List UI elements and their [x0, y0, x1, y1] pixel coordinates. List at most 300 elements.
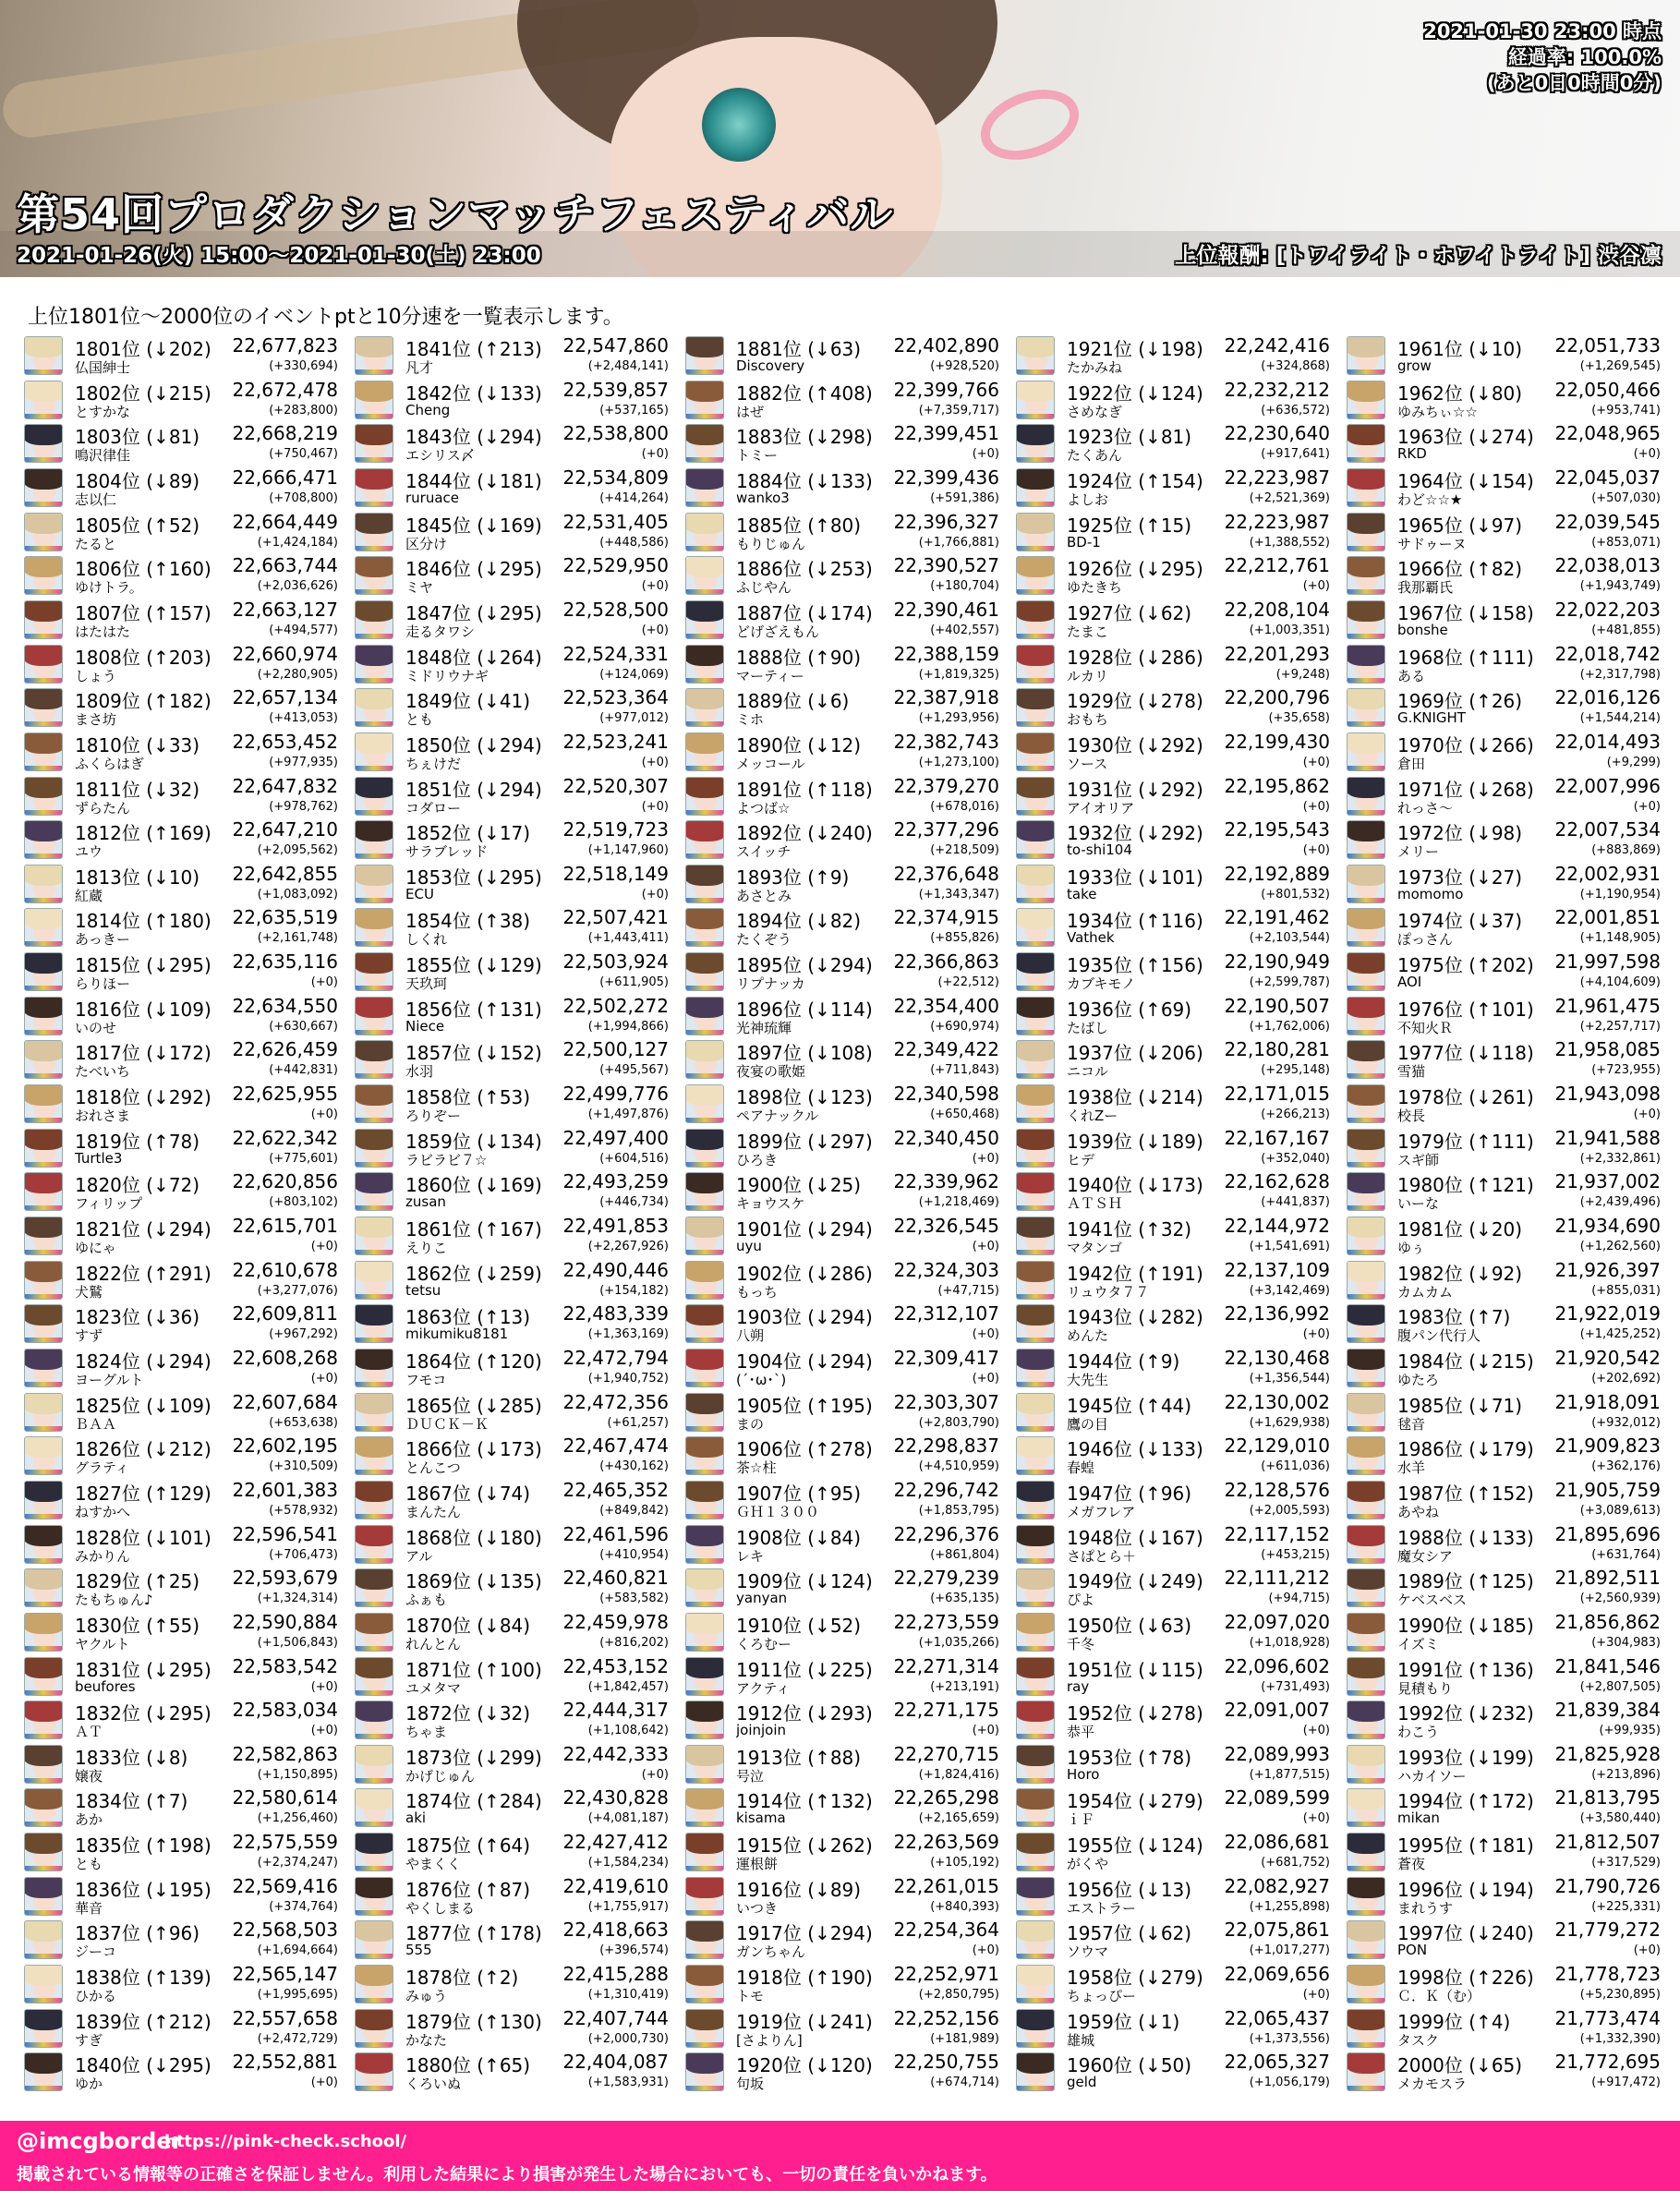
producer-name: とすかな — [75, 403, 131, 420]
producer-name: ヤクルト — [75, 1635, 130, 1652]
ranking-row — [1016, 1874, 1330, 1919]
producer-name: カブキモノ — [1067, 975, 1136, 993]
event-points: 22,399,436 — [893, 466, 999, 489]
rank-change: 1882位 (↑408) — [736, 381, 873, 405]
idol-avatar — [685, 1788, 724, 1827]
event-points: 22,191,462 — [1224, 906, 1330, 929]
producer-name: たると — [75, 535, 117, 552]
rank-change: 1996位 (↓194) — [1397, 1878, 1534, 1901]
event-points: 22,232,212 — [1224, 378, 1330, 401]
ten-minute-speed: (+803,102) — [269, 1195, 338, 1210]
producer-name: ぽっさん — [1397, 931, 1454, 949]
producer-name: よつば☆ — [736, 799, 791, 817]
event-points: 22,500,127 — [562, 1038, 669, 1061]
ten-minute-speed: (+414,264) — [599, 490, 669, 505]
ranking-row — [355, 1258, 669, 1302]
ten-minute-speed: (+0) — [972, 1240, 999, 1253]
ten-minute-speed: (+0) — [972, 1724, 999, 1738]
ranking-row — [1347, 1610, 1661, 1654]
ranking-row — [24, 1830, 338, 1874]
ranking-row — [1347, 905, 1661, 950]
rank-change: 1815位 (↓295) — [75, 954, 212, 977]
ranking-row — [1347, 994, 1661, 1038]
ranking-row — [1016, 774, 1330, 818]
idol-avatar — [355, 1833, 393, 1871]
ranking-row — [685, 1169, 999, 1214]
ten-minute-speed: (+2,439,496) — [1579, 1195, 1661, 1210]
idol-avatar — [24, 1217, 63, 1255]
ten-minute-speed: (+2,807,505) — [1579, 1679, 1661, 1694]
rank-change: 1901位 (↓294) — [736, 1218, 873, 1241]
ranking-row — [685, 774, 999, 818]
event-points: 22,016,126 — [1554, 686, 1661, 709]
ten-minute-speed: (+180,704) — [930, 579, 999, 594]
producer-name: いのせ — [75, 1019, 117, 1036]
producer-name: ゆたきち — [1067, 579, 1123, 597]
ranking-row — [24, 1301, 338, 1346]
rank-change: 1943位 (↓282) — [1067, 1306, 1203, 1329]
producer-name: いーな — [1397, 1195, 1440, 1213]
rank-change: 1874位 (↑284) — [405, 1790, 542, 1813]
producer-name: zusan — [405, 1193, 446, 1211]
rank-change: 1937位 (↓206) — [1067, 1042, 1203, 1065]
producer-name: イズミ — [1397, 1635, 1439, 1652]
idol-avatar — [1016, 645, 1055, 684]
ten-minute-speed: (+1,425,252) — [1579, 1327, 1661, 1342]
ranking-row — [685, 817, 999, 862]
event-points: 22,339,962 — [893, 1170, 999, 1193]
ranking-row — [24, 1169, 338, 1214]
rank-change: 1948位 (↓167) — [1067, 1526, 1203, 1549]
ten-minute-speed: (+1,842,457) — [587, 1679, 669, 1694]
ranking-row — [685, 862, 999, 906]
event-points: 22,622,342 — [232, 1126, 338, 1149]
producer-name: 華音 — [75, 1899, 103, 1917]
event-points: 21,937,002 — [1554, 1170, 1661, 1193]
idol-avatar — [1347, 1701, 1385, 1739]
ranking-row — [355, 1962, 669, 2006]
ranking-row — [1347, 1258, 1661, 1302]
idol-avatar — [24, 468, 63, 507]
rank-change: 1942位 (↑191) — [1067, 1262, 1203, 1285]
event-points: 22,190,949 — [1224, 950, 1330, 974]
ranking-row — [355, 466, 669, 510]
producer-name: わど☆☆★ — [1397, 490, 1463, 508]
idol-avatar — [1016, 1701, 1055, 1739]
ten-minute-speed: (+1,388,552) — [1249, 535, 1330, 550]
event-points: 22,075,861 — [1224, 1919, 1330, 1942]
event-points: 22,091,007 — [1224, 1699, 1330, 1722]
idol-avatar — [1016, 1877, 1055, 1916]
rank-change: 1923位 (↓81) — [1067, 426, 1192, 449]
event-points: 22,615,701 — [232, 1215, 338, 1237]
event-points: 21,934,690 — [1554, 1215, 1661, 1237]
producer-name: 春蝗 — [1067, 1459, 1095, 1477]
idol-avatar — [1016, 1349, 1055, 1387]
event-points: 22,388,159 — [893, 642, 999, 665]
ranking-row — [1016, 905, 1330, 950]
idol-avatar — [355, 1701, 393, 1739]
producer-name: ゆけトラ。 — [75, 579, 143, 597]
rank-change: 1851位 (↓294) — [405, 778, 542, 801]
rank-change: 1887位 (↓174) — [736, 601, 873, 624]
producer-name: kisama — [736, 1810, 786, 1827]
idol-avatar — [24, 336, 63, 375]
event-points: 22,534,809 — [562, 466, 669, 489]
ranking-row — [355, 862, 669, 906]
producer-name: あさとみ — [736, 887, 792, 904]
event-points: 22,270,715 — [893, 1742, 999, 1765]
ranking-row — [1347, 1566, 1661, 1610]
idol-avatar — [24, 732, 63, 771]
idol-avatar — [1016, 556, 1055, 595]
rank-change: 1998位 (↑226) — [1397, 1967, 1534, 1990]
idol-avatar — [1347, 1129, 1385, 1168]
rank-change: 1895位 (↓294) — [736, 954, 873, 977]
producer-name: たばし — [1067, 1019, 1109, 1036]
ranking-row — [24, 553, 338, 598]
producer-name: あっきー — [75, 931, 130, 949]
idol-avatar — [1347, 1393, 1385, 1432]
ranking-row — [685, 466, 999, 510]
event-points: 22,271,175 — [893, 1699, 999, 1722]
event-points: 21,941,588 — [1554, 1126, 1661, 1149]
site-url[interactable]: https://pink-check.school/ — [164, 2132, 407, 2151]
idol-avatar — [24, 908, 63, 947]
producer-name: コダロー — [405, 799, 462, 817]
ranking-row — [1347, 333, 1661, 378]
event-points: 22,493,259 — [562, 1170, 669, 1193]
rank-change: 1802位 (↓215) — [75, 381, 212, 405]
rank-change: 1963位 (↓274) — [1397, 426, 1534, 449]
idol-avatar — [355, 908, 393, 947]
idol-avatar — [24, 1568, 63, 1607]
event-points: 22,402,890 — [893, 334, 999, 357]
rank-change: 1808位 (↑203) — [75, 646, 212, 669]
idol-avatar — [1016, 2052, 1055, 2091]
ten-minute-speed: (+3,580,440) — [1579, 1811, 1661, 1826]
ranking-row — [355, 1214, 669, 1258]
idol-avatar — [1016, 1613, 1055, 1652]
event-points: 22,660,974 — [232, 642, 338, 665]
ten-minute-speed: (+1,762,006) — [1249, 1019, 1330, 1034]
idol-avatar — [685, 688, 724, 727]
ten-minute-speed: (+1,994,866) — [587, 1019, 669, 1034]
producer-name: ゆみちぃ☆☆ — [1397, 403, 1478, 420]
ten-minute-speed: (+1,262,560) — [1579, 1240, 1661, 1253]
idol-avatar — [1016, 1217, 1055, 1255]
event-points: 22,089,599 — [1224, 1786, 1330, 1810]
producer-name: grow — [1397, 357, 1432, 374]
event-points: 22,460,821 — [562, 1567, 669, 1590]
producer-name: ソース — [1067, 755, 1108, 772]
event-points: 22,171,015 — [1224, 1083, 1330, 1106]
event-title: 第54回プロダクションマッチフェスティバル — [17, 189, 894, 239]
banner-art-ribbon — [971, 77, 1088, 172]
producer-name: どげざえもん — [736, 623, 820, 640]
ranking-row — [1016, 1785, 1330, 1830]
rank-change: 1865位 (↓285) — [405, 1394, 542, 1417]
rank-change: 1871位 (↑100) — [405, 1658, 542, 1681]
idol-avatar — [1347, 1833, 1385, 1871]
ten-minute-speed: (+0) — [1633, 799, 1661, 814]
ranking-row — [24, 1654, 338, 1699]
idol-avatar — [685, 1568, 724, 1607]
event-points: 22,467,474 — [562, 1434, 669, 1458]
ranking-row — [24, 1874, 338, 1919]
ten-minute-speed: (+977,012) — [599, 711, 669, 726]
producer-name: beufores — [75, 1677, 136, 1695]
producer-name: ミホ — [736, 711, 765, 729]
ten-minute-speed: (+3,089,613) — [1579, 1503, 1661, 1518]
ranking-row — [685, 553, 999, 598]
event-points: 22,583,034 — [232, 1699, 338, 1722]
ten-minute-speed: (+967,292) — [269, 1327, 338, 1342]
ten-minute-speed: (+690,974) — [930, 1019, 999, 1034]
producer-name: ひかる — [75, 1988, 117, 2005]
producer-name: ケベスベス — [1397, 1592, 1468, 1609]
event-points: 22,340,450 — [893, 1126, 999, 1149]
event-points: 21,841,546 — [1554, 1654, 1661, 1677]
rank-change: 1892位 (↓240) — [736, 822, 873, 845]
rank-change: 1869位 (↓135) — [405, 1570, 542, 1593]
rank-change: 1840位 (↓295) — [75, 2054, 212, 2077]
event-points: 22,583,542 — [232, 1654, 338, 1677]
event-points: 22,309,417 — [893, 1346, 999, 1369]
idol-avatar — [1016, 2009, 1055, 2048]
producer-name: Vathek — [1067, 929, 1115, 947]
rank-change: 1827位 (↑129) — [75, 1482, 212, 1505]
rank-change: 1904位 (↓294) — [736, 1350, 873, 1373]
rank-change: 1956位 (↓13) — [1067, 1878, 1192, 1901]
ranking-row — [355, 1874, 669, 1919]
producer-name: 仏国紳士 — [75, 359, 131, 376]
event-points: 22,296,742 — [893, 1478, 999, 1501]
producer-name: ぴよ — [1067, 1592, 1095, 1609]
event-points: 22,014,493 — [1554, 730, 1661, 753]
event-points: 22,642,855 — [232, 862, 338, 885]
idol-avatar — [24, 1436, 63, 1475]
ranking-row — [355, 905, 669, 950]
ten-minute-speed: (+2,103,544) — [1249, 931, 1330, 946]
producer-name: ｉＦ — [1067, 1811, 1095, 1829]
idol-avatar — [24, 1304, 63, 1343]
idol-avatar — [1016, 865, 1055, 903]
rank-change: 1873位 (↓299) — [405, 1746, 542, 1769]
idol-avatar — [355, 2009, 393, 2048]
ten-minute-speed: (+3,142,469) — [1249, 1283, 1330, 1298]
rank-change: 1813位 (↓10) — [75, 866, 200, 889]
event-points: 22,557,658 — [232, 2006, 338, 2029]
ranking-row — [1016, 817, 1330, 862]
idol-avatar — [1347, 732, 1385, 771]
producer-name: くろむー — [736, 1635, 792, 1652]
ten-minute-speed: (+1,056,179) — [1249, 2076, 1330, 2090]
rank-change: 1868位 (↓180) — [405, 1526, 542, 1549]
idol-avatar — [24, 1261, 63, 1300]
ten-minute-speed: (+0) — [1302, 1724, 1330, 1738]
event-points: 22,167,167 — [1224, 1126, 1330, 1149]
idol-avatar — [24, 997, 63, 1035]
producer-name: 我那覇氏 — [1397, 579, 1454, 597]
ranking-row — [1347, 1698, 1661, 1742]
rank-change: 1823位 (↓36) — [75, 1306, 200, 1329]
event-points: 22,483,339 — [562, 1302, 669, 1325]
ranking-row — [355, 1654, 669, 1699]
producer-name: ガンちゃん — [736, 1943, 806, 1961]
ranking-row — [685, 950, 999, 994]
ten-minute-speed: (+94,715) — [1268, 1592, 1330, 1606]
ranking-row — [355, 1742, 669, 1786]
ranking-row — [1347, 1169, 1661, 1214]
ranking-row — [1016, 378, 1330, 422]
event-points: 21,856,862 — [1554, 1610, 1661, 1633]
event-points: 22,620,856 — [232, 1170, 338, 1193]
ten-minute-speed: (+0) — [1302, 1327, 1330, 1342]
idol-avatar — [685, 1393, 724, 1432]
twitter-handle[interactable]: @imcgborder — [17, 2128, 183, 2154]
event-points: 22,396,327 — [893, 510, 999, 533]
rank-change: 1844位 (↓181) — [405, 469, 542, 492]
ranking-row — [1347, 1037, 1661, 1082]
idol-avatar — [1347, 1172, 1385, 1211]
event-points: 22,538,800 — [562, 422, 669, 445]
rank-change: 1951位 (↓115) — [1067, 1658, 1203, 1681]
ranking-row — [1347, 1478, 1661, 1522]
ranking-row — [355, 1478, 669, 1522]
idol-avatar — [685, 1657, 724, 1696]
producer-name: bonshe — [1397, 621, 1448, 638]
ranking-row — [24, 1258, 338, 1302]
rank-change: 1807位 (↑157) — [75, 601, 212, 624]
event-points: 22,045,037 — [1554, 466, 1661, 489]
idol-avatar — [1347, 1525, 1385, 1564]
event-points: 22,192,889 — [1224, 862, 1330, 885]
ten-minute-speed: (+1,269,545) — [1579, 359, 1661, 373]
producer-name: フモコ — [405, 1371, 447, 1388]
producer-name: 号泣 — [736, 1767, 765, 1785]
idol-avatar — [355, 1040, 393, 1079]
event-points: 22,018,742 — [1554, 642, 1661, 665]
ten-minute-speed: (+410,954) — [599, 1547, 669, 1562]
idol-avatar — [355, 1304, 393, 1343]
rank-change: 1935位 (↑156) — [1067, 954, 1203, 977]
rank-change: 1985位 (↓71) — [1397, 1394, 1523, 1417]
rank-change: 1886位 (↓253) — [736, 558, 873, 581]
producer-name: メガフレア — [1067, 1503, 1136, 1520]
idol-avatar — [1016, 732, 1055, 771]
ten-minute-speed: (+1,629,938) — [1249, 1415, 1330, 1430]
event-points: 22,180,281 — [1224, 1038, 1330, 1061]
producer-name: 555 — [405, 1942, 432, 1959]
rank-change: 1939位 (↓189) — [1067, 1130, 1203, 1153]
ten-minute-speed: (+2,165,659) — [918, 1811, 999, 1826]
ranking-row — [685, 1874, 999, 1919]
event-points: 22,580,614 — [232, 1786, 338, 1810]
idol-avatar — [1347, 1920, 1385, 1959]
ten-minute-speed: (+2,005,593) — [1249, 1503, 1330, 1518]
rank-change: 1847位 (↓295) — [405, 601, 542, 624]
ten-minute-speed: (+0) — [972, 1327, 999, 1342]
rank-change: 1926位 (↓295) — [1067, 558, 1203, 581]
producer-name: トミー — [736, 447, 779, 465]
idol-avatar — [24, 1701, 63, 1739]
producer-name: Niece — [405, 1017, 445, 1035]
idol-avatar — [24, 1349, 63, 1387]
idol-avatar — [1016, 1261, 1055, 1300]
event-points: 22,252,156 — [893, 2006, 999, 2029]
event-points: 22,199,430 — [1224, 730, 1330, 753]
rank-change: 1978位 (↓261) — [1397, 1086, 1534, 1109]
ten-minute-speed: (+1,424,184) — [257, 535, 338, 550]
ten-minute-speed: (+402,557) — [930, 623, 999, 637]
idol-avatar — [1016, 513, 1055, 551]
idol-avatar — [355, 336, 393, 375]
event-points: 22,596,541 — [232, 1522, 338, 1545]
ten-minute-speed: (+711,843) — [930, 1063, 999, 1078]
rank-change: 1814位 (↑180) — [75, 910, 212, 933]
ranking-row — [1016, 994, 1330, 1038]
ten-minute-speed: (+0) — [310, 2076, 338, 2090]
event-points: 22,130,002 — [1224, 1390, 1330, 1413]
rank-change: 1821位 (↓294) — [75, 1218, 212, 1241]
ranking-row — [1347, 466, 1661, 510]
rank-change: 1855位 (↓129) — [405, 954, 542, 977]
producer-name: aki — [405, 1810, 427, 1827]
rank-change: 1841位 (↑213) — [405, 338, 542, 360]
rank-change: 1859位 (↓134) — [405, 1130, 542, 1153]
rank-change: 1957位 (↓62) — [1067, 1922, 1192, 1945]
event-points: 22,668,219 — [232, 422, 338, 445]
ten-minute-speed: (+681,752) — [1261, 1856, 1330, 1870]
producer-name: ルカリ — [1067, 667, 1109, 684]
rank-change: 1915位 (↓262) — [736, 1834, 873, 1858]
ten-minute-speed: (+295,148) — [1261, 1063, 1330, 1078]
event-points: 22,647,210 — [232, 818, 338, 841]
ten-minute-speed: (+266,213) — [1261, 1108, 1330, 1122]
rank-change: 1809位 (↑182) — [75, 690, 212, 713]
producer-name: ＡＴＳＨ — [1067, 1195, 1123, 1213]
ten-minute-speed: (+1,310,419) — [587, 1988, 669, 2003]
ten-minute-speed: (+2,280,905) — [257, 667, 338, 682]
producer-name: あか — [75, 1811, 103, 1829]
idol-avatar — [1347, 2052, 1385, 2091]
ranking-row — [685, 1478, 999, 1522]
event-points: 22,387,918 — [893, 686, 999, 709]
producer-name: ニコル — [1067, 1063, 1109, 1081]
event-points: 22,065,437 — [1224, 2006, 1330, 2029]
event-points: 22,377,296 — [893, 818, 999, 841]
producer-name: [さよりん] — [736, 2031, 803, 2049]
producer-name: アル — [405, 1547, 433, 1565]
ten-minute-speed: (+1,995,695) — [257, 1988, 338, 2003]
ranking-row — [685, 2050, 999, 2094]
event-points: 22,499,776 — [562, 1083, 669, 1106]
idol-avatar — [1347, 424, 1385, 463]
ranking-row — [1016, 598, 1330, 642]
producer-name: メカモスラ — [1397, 2076, 1468, 2093]
ranking-row — [1016, 1258, 1330, 1302]
ranking-row — [355, 1082, 669, 1126]
producer-name: とも — [75, 1856, 103, 1873]
event-points: 22,531,405 — [562, 510, 669, 533]
rank-change: 1870位 (↓84) — [405, 1614, 531, 1637]
ranking-row — [24, 730, 338, 774]
event-points: 22,273,559 — [893, 1610, 999, 1633]
ranking-row — [24, 1082, 338, 1126]
idol-avatar — [24, 645, 63, 684]
producer-name: tetsu — [405, 1281, 441, 1299]
